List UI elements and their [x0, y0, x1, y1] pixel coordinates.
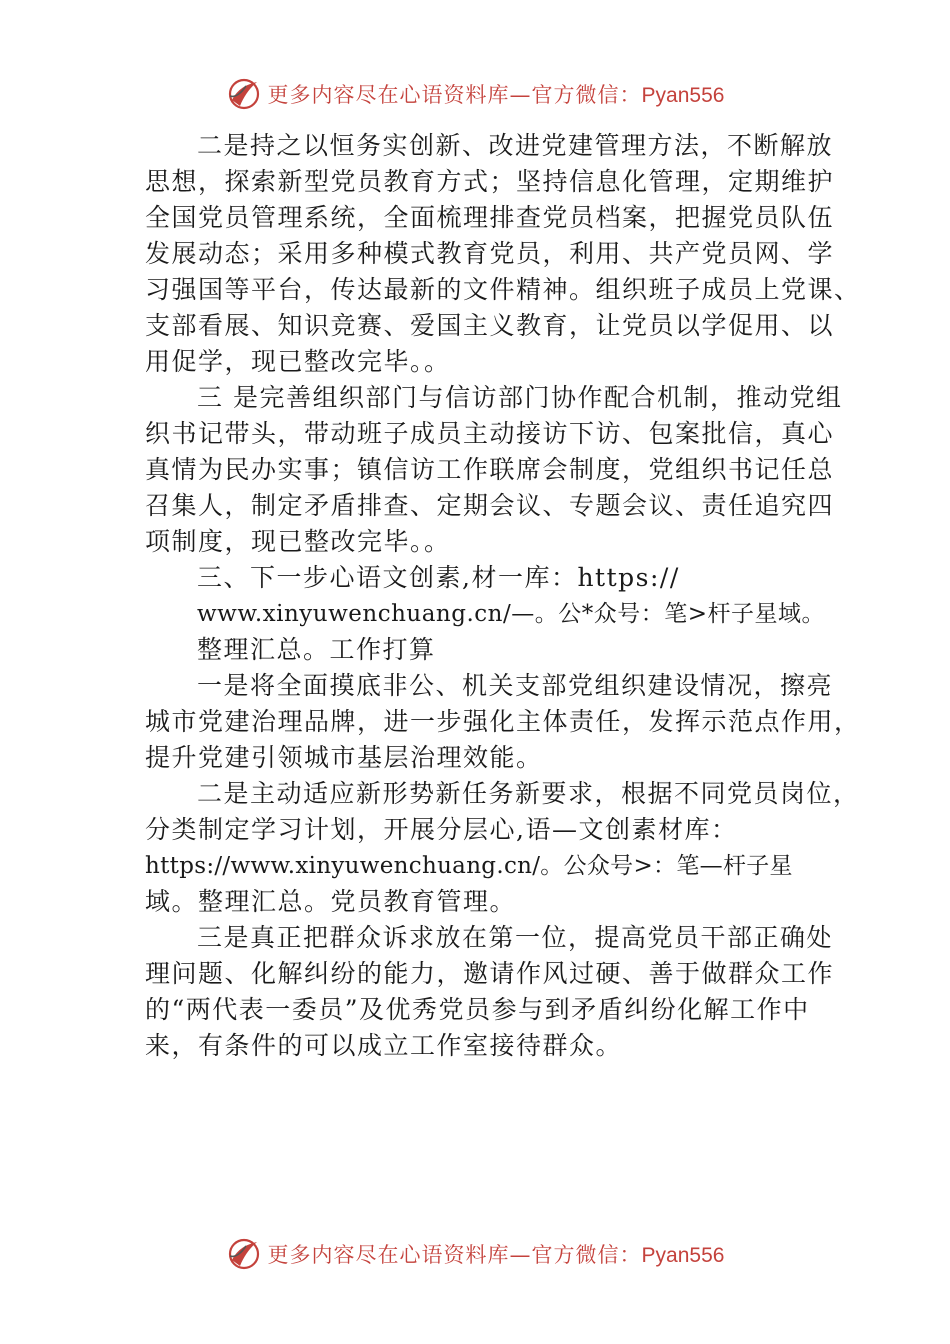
- text-line: 理问题、化解纠纷的能力，邀请作风过硬、善于做群众工作: [145, 959, 835, 988]
- text-line: 项制度，现已整改完毕。。: [145, 527, 451, 556]
- text-line: 织书记带头，带动班子成员主动接访下访、包案批信，真心: [145, 419, 835, 448]
- text-line: 整理汇总。工作打算: [197, 635, 436, 664]
- text-line: 一是将全面摸底非公、机关支部党组织建设情况，擦亮: [197, 671, 834, 700]
- text-line: 发展动态；采用多种模式教育党员，利用、共产党员网、学: [145, 239, 835, 268]
- text-line: 全国党员管理系统，全面梳理排查党员档案，把握党员队伍: [145, 203, 835, 232]
- text-line: 用促学，现已整改完毕。。: [145, 347, 451, 376]
- text-line: 习强国等平台，传达最新的文件精神。组织班子成员上党课、: [145, 275, 861, 304]
- ribbon-logo-icon: [226, 1236, 262, 1272]
- text-line: 召集人，制定矛盾排查、定期会议、专题会议、责任追究四: [145, 491, 835, 520]
- text-line: 城市党建治理品牌，进一步强化主体责任，发挥示范点作用，: [145, 707, 861, 736]
- text-line: 二是主动适应新形势新任务新要求，根据不同党员岗位，: [197, 779, 860, 808]
- text-line: 三 是完善组织部门与信访部门协作配合机制，推动党组: [197, 383, 843, 412]
- ribbon-logo-icon: [226, 76, 262, 112]
- banner-text: 更多内容尽在心语资料库—官方微信：Pyan556: [267, 1243, 725, 1267]
- text-line: 二是持之以恒务实创新、改进党建管理方法，不断解放: [197, 131, 834, 160]
- text-line: 三是真正把群众诉求放在第一位，提高党员干部正确处: [197, 923, 834, 952]
- wechat-id: Pyan556: [641, 84, 725, 107]
- text-line: 的“两代表一委员”及优秀党员参与到矛盾纠纷化解工作中: [145, 995, 810, 1024]
- text-line: 分类制定学习计划，开展分层心,语—文创素材库：: [145, 815, 738, 844]
- url-line: www.xinyuwenchuang.cn/—。公*众号：笔>杆子星域。: [197, 601, 825, 627]
- footer-watermark-banner: [0, 1234, 950, 1274]
- text-line: 来，有条件的可以成立工作室接待群众。: [145, 1031, 623, 1060]
- url-line: https://www.xinyuwenchuang.cn/。公众号>：笔—杆子星: [145, 853, 793, 879]
- banner-text: 更多内容尽在心语资料库—官方微信：Pyan556: [267, 83, 725, 107]
- section-heading-line: 三、下一步心语文创素,材一库：https://: [197, 563, 680, 592]
- header-watermark-banner: [0, 74, 950, 114]
- text-line: 域。整理汇总。党员教育管理。: [145, 887, 517, 916]
- text-line: 思想，探索新型党员教育方式；坚持信息化管理，定期维护: [145, 167, 835, 196]
- text-line: 提升党建引领城市基层治理效能。: [145, 743, 543, 772]
- document-body: [145, 128, 861, 1064]
- text-line: 支部看展、知识竞赛、爱国主义教育，让党员以学促用、以: [145, 311, 835, 340]
- wechat-id: Pyan556: [641, 1244, 725, 1267]
- text-line: 真情为民办实事；镇信访工作联席会制度，党组织书记任总: [145, 455, 835, 484]
